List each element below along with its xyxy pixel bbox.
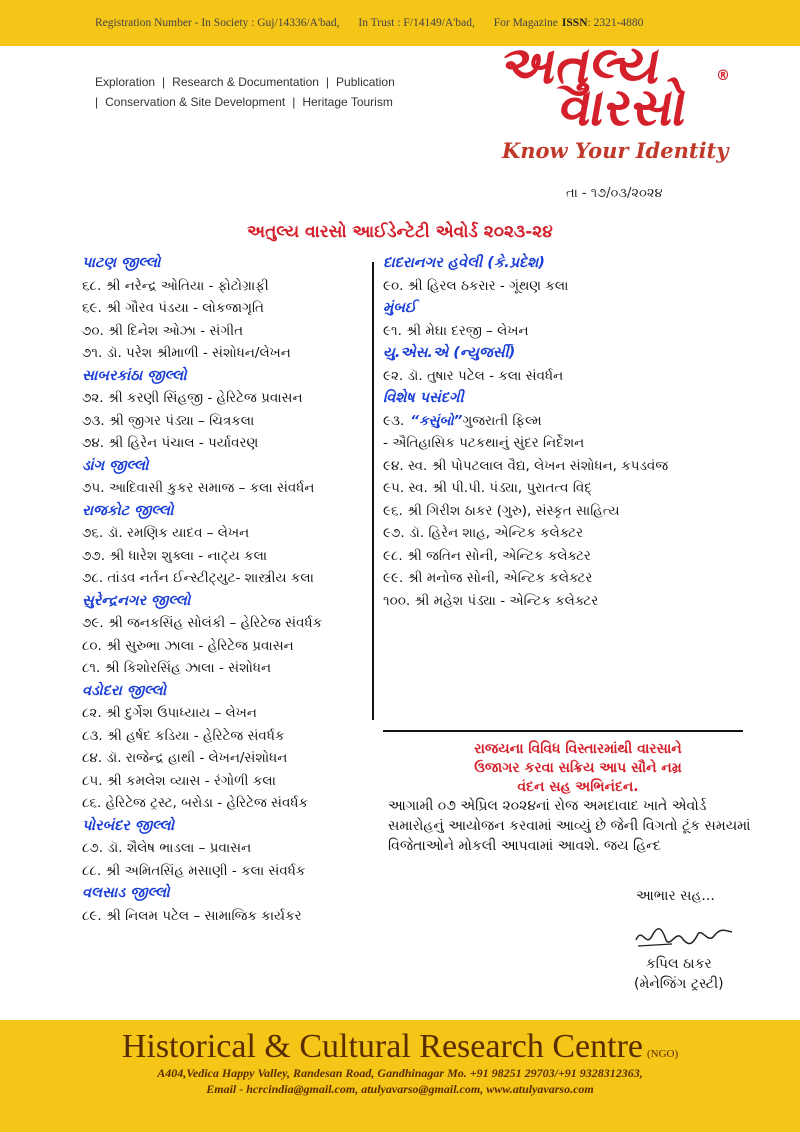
film-title: “કસુંબો” [410, 412, 463, 429]
footer-banner [0, 1020, 800, 1132]
message-line: વંદન સહ અભિનંદન. [517, 779, 639, 795]
district-heading: વલસાડ જીલ્લો [82, 885, 170, 901]
issn-label: ISSN [561, 17, 588, 29]
issn-text [494, 17, 644, 29]
award-entry: ૮૯. શ્રી નિલમ પટેલ – સામાજિક કાર્યકર [82, 907, 302, 924]
nav-separator: | [162, 75, 166, 89]
award-entry: ૭૧. ડૉ. પરેશ શ્રીમાળી - સંશોધન/લેખન [82, 345, 291, 361]
nav-item-publication: Publication [336, 75, 395, 89]
nav-item-exploration: Exploration [95, 75, 156, 89]
district-heading: સુરેન્દ્રનગર જીલ્લો [82, 592, 191, 609]
district-heading: દાદરાનગર હવેલી (કે.પ્રદેશ) [383, 255, 545, 271]
award-entry: ૭૩. શ્રી જીગર પંડ્યા – ચિત્રકલા [82, 412, 255, 429]
award-entry: ૭૨. શ્રી કરણી સિંહજી - હેરિટેજ પ્રવાસન [82, 390, 303, 406]
award-entry: ૯૮. શ્રી જતિન સોની, એન્ટિક કલેક્ટર [383, 547, 591, 564]
section-divider [383, 730, 743, 732]
letter-date: તા - ૧૭/૦૩/૨૦૨૪ [566, 186, 663, 201]
registration-trust: In Trust : F/14149/A'bad, [358, 17, 475, 29]
message-line: ઉજાગર કરવા સક્રિય આપ સૌને નમ્ર [474, 760, 682, 776]
district-heading: યુ.એસ.એ (ન્યુજર્સી) [383, 345, 516, 361]
org-address: A404,Vedica Happy Valley, Randesan Road, Gandhinagar Mo. +91 98251 29703/+91 9328312363, [157, 1066, 643, 1080]
award-entry: ૯૬. શ્રી ગિરીશ ઠાકર (ગુરુ), સંસ્કૃત સાહિત્ય [383, 502, 620, 519]
award-entry: ૮૩. શ્રી હર્ષદ કડિયા - હેરિટેજ સંવર્ધક [82, 727, 285, 744]
org-name [0, 1028, 800, 1066]
award-entry: ૮૭. ડૉ. શૈલેષ ભાડલા – પ્રવાસન [82, 840, 252, 856]
district-heading: મુંબઈ [383, 300, 417, 316]
services-nav-row2 [95, 92, 395, 112]
logo-line2: વારસો [554, 78, 693, 138]
award-entry: ૯૪. સ્વ. શ્રી પોપટલાલ વૈદ્ય, લેખન સંશોધન, કપડવંજ [383, 457, 669, 474]
district-heading: વિશેષ પસંદગી [383, 390, 464, 406]
award-entry: ૯૯. શ્રી મનોજ સોની, એન્ટિક કલેક્ટર [383, 570, 593, 586]
signatory [634, 954, 724, 994]
award-entry: ૮૨. શ્રી દુર્ગેશ ઉપાધ્યાય – લેખન [82, 705, 257, 721]
district-heading: ડાંગ જીલ્લો [82, 457, 149, 474]
award-entry: ૯૭. ડૉ. હિરેન શાહ, એન્ટિક કલેક્ટર [383, 525, 584, 541]
issn-prefix: For Magazine [493, 17, 558, 29]
page-title: અતુલ્ય વારસો આઈડેન્ટેટી એવોર્ડ ૨૦૨૩-૨૪ [247, 222, 553, 242]
award-entry: ૭૪. શ્રી હિરેન પંચાલ - પર્યાવરણ [82, 435, 259, 451]
issn-value: : 2321-4880 [587, 17, 644, 29]
signature-image [632, 918, 742, 954]
nav-item-research: Research & Documentation [172, 75, 319, 89]
district-heading: પોરબંદર જીલ્લો [82, 817, 175, 834]
award-entry: ૮૪. ડૉ. રાજેન્દ્ર હાથી - લેખન/સંશોધન [82, 750, 288, 766]
award-entry: ૬૯. શ્રી ગૌરવ પંડયા - લોકજાગૃતિ [82, 300, 264, 316]
award-entry: ૮૬. હેરિટેજ ટ્રસ્ટ, બરોડા - હેરિટેજ સંવર્ધક [82, 795, 308, 811]
logo-tagline: Know Your Identity [502, 138, 729, 163]
district-heading: સાબરકાંઠા જીલ્લો [82, 367, 187, 384]
award-entry: ૮૫. શ્રી કમલેશ વ્યાસ - રંગોળી કલા [82, 772, 276, 789]
registered-mark-icon: ® [716, 68, 730, 84]
district-heading: વડોદરા જીલ્લો [82, 682, 167, 699]
award-entry: ૭૭. શ્રી ધારેશ શુક્લા - નાટ્ય કલા [82, 547, 268, 564]
nav-separator: | [325, 75, 330, 89]
award-entry: ૬૮. શ્રી નરેન્દ્ર ઓતિયા - ફોટોગ્રાફી [82, 277, 269, 294]
nav-item-conservation: Conservation & Site Development [105, 95, 286, 109]
award-entry: ૯૨. ડૉ. તુષાર પટેલ - કલા સંવર્ધન [383, 367, 564, 384]
award-entry: ૭૫. આદિવાસી કુકર સમાજ – કલા સંવર્ધન [82, 480, 315, 496]
org-name-text: Historical & Cultural Research Centre [121, 1028, 643, 1065]
district-heading: પાટણ જીલ્લો [82, 255, 161, 271]
award-entry [383, 410, 743, 433]
award-entry: ૭૦. શ્રી દિનેશ ઓઝા - સંગીત [82, 322, 244, 339]
signatory-designation: (મેનેજિંગ ટ્રસ્ટી) [634, 976, 724, 992]
registration-text [95, 17, 643, 29]
nav-separator: | [292, 95, 296, 109]
award-entry: ૮૮. શ્રી અમિતસિંહ મસાણી - કલા સંવર્ધક [82, 862, 306, 879]
award-entry: ૭૬. ડૉ. રમણિક યાદવ – લેખન [82, 525, 250, 541]
congratulation-message [388, 740, 768, 797]
award-entry: ૮૦. શ્રી સુરુભા ઝાલા - હેરિટેજ પ્રવાસન [82, 637, 294, 654]
column-divider [372, 262, 374, 720]
message-line: રાજયના વિવિધ વિસ્તારમાંથી વારસાને [474, 741, 682, 757]
award-entry: ૮૧. શ્રી કિશોરસિંહ ઝાલા - સંશોધન [82, 660, 272, 676]
registration-society: Registration Number - In Society : Guj/14336/A'bad, [95, 17, 340, 29]
thanks-text: આભાર સહ... [636, 888, 715, 904]
award-entry: ૯૧. શ્રી મેઘા દરજી – લેખન [383, 322, 529, 339]
district-heading: રાજકોટ જીલ્લો [82, 502, 174, 519]
award-entry: ૭૮. તાંડવ નર્તન ઈન્સ્ટીટ્યુટ- શાસ્ત્રીય કલા [82, 570, 314, 586]
awards-right-column [383, 252, 743, 612]
brand-logo [488, 38, 748, 173]
award-entry: ૯૦. શ્રી હિરલ ઠકરાર - ગૂંથણ કલા [383, 277, 569, 294]
award-entry: ૭૯. શ્રી જનકસિંહ સોલંકી – હેરિટેજ સંવર્ધક [82, 615, 323, 631]
event-paragraph: આગામી ૦૭ એપ્રિલ ૨૦૨૪નાં રોજ અમદાવાદ ખાતે એવોર્ડ સમારોહનું આયોજન કરવામાં આવ્યું છે જેની વિગતો ટૂંક સમયમાં વિજેતાઓને મોકલી આપવામાં આવશે. જય હિન્દ [388, 798, 751, 854]
services-nav [95, 72, 395, 112]
signatory-name: કપિલ ઠાકર [645, 956, 712, 972]
award-entry: ૯૫. સ્વ. શ્રી પી.પી. પંડ્યા, પુરાતત્વ વિદ્ [383, 480, 592, 496]
org-email: Email - hcrcindia@gmail.com, atulyavarso@gmail.com, www.atulyavarso.com [206, 1082, 594, 1096]
awards-left-column [82, 252, 372, 927]
nav-separator: | [95, 95, 99, 109]
entry-number: ૯૩. [383, 412, 405, 429]
nav-item-heritage-tourism: Heritage Tourism [302, 95, 393, 109]
film-category: ગુજરાતી ફિલ્મ [462, 412, 542, 429]
award-entry: - ઐતિહાસિક પટકથાનું સુંદર નિર્દેશન [383, 435, 585, 451]
services-nav-row1 [95, 72, 395, 92]
ngo-tag: (NGO) [647, 1048, 679, 1060]
award-entry: ૧૦૦. શ્રી મહેશ પંડ્યા - એન્ટિક કલેક્ટર [383, 592, 599, 609]
logo-line1: અતુલ્ય [496, 36, 667, 96]
